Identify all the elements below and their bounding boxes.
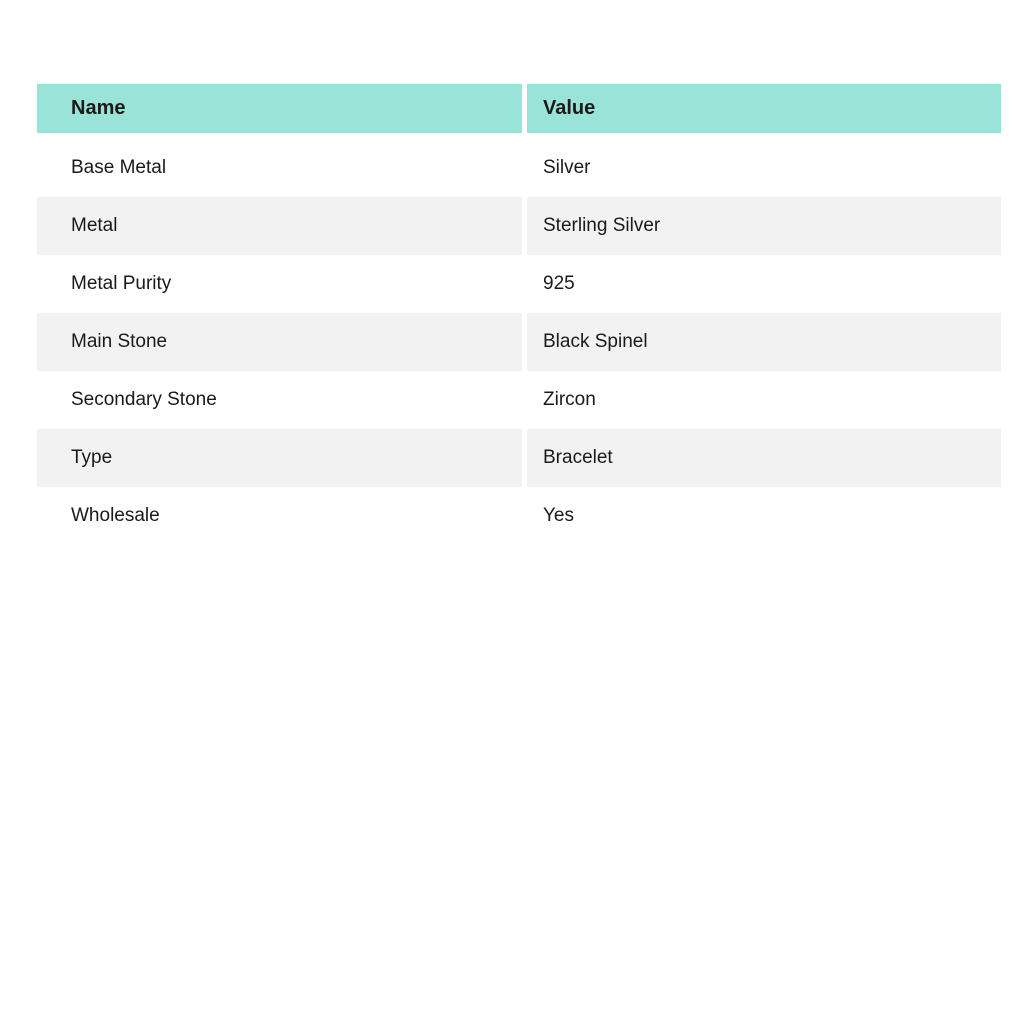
attribute-name: Secondary Stone	[71, 389, 217, 410]
column-header-value: Value	[522, 84, 1001, 133]
table-row	[37, 255, 1001, 313]
table-row	[37, 197, 1001, 255]
attribute-value: Yes	[522, 487, 1001, 545]
attribute-name: Type	[71, 447, 113, 468]
table-row	[37, 139, 1001, 197]
table-row	[37, 313, 1001, 371]
product-attributes-table	[37, 84, 1001, 545]
table-header-row	[37, 84, 1001, 133]
attribute-name: Metal	[71, 215, 118, 236]
attribute-value: 925	[522, 255, 1001, 313]
column-header-name: Name	[71, 97, 126, 119]
attribute-value: Zircon	[522, 371, 1001, 429]
attribute-value: Bracelet	[522, 429, 1001, 487]
attribute-value: Sterling Silver	[522, 197, 1001, 255]
attribute-name: Metal Purity	[71, 273, 172, 294]
attribute-name: Main Stone	[71, 331, 168, 352]
table-row	[37, 371, 1001, 429]
attribute-name: Base Metal	[71, 157, 167, 178]
table-row	[37, 487, 1001, 545]
table-row	[37, 429, 1001, 487]
attribute-value: Black Spinel	[522, 313, 1001, 371]
attribute-value: Silver	[522, 139, 1001, 197]
attribute-name: Wholesale	[71, 505, 160, 526]
